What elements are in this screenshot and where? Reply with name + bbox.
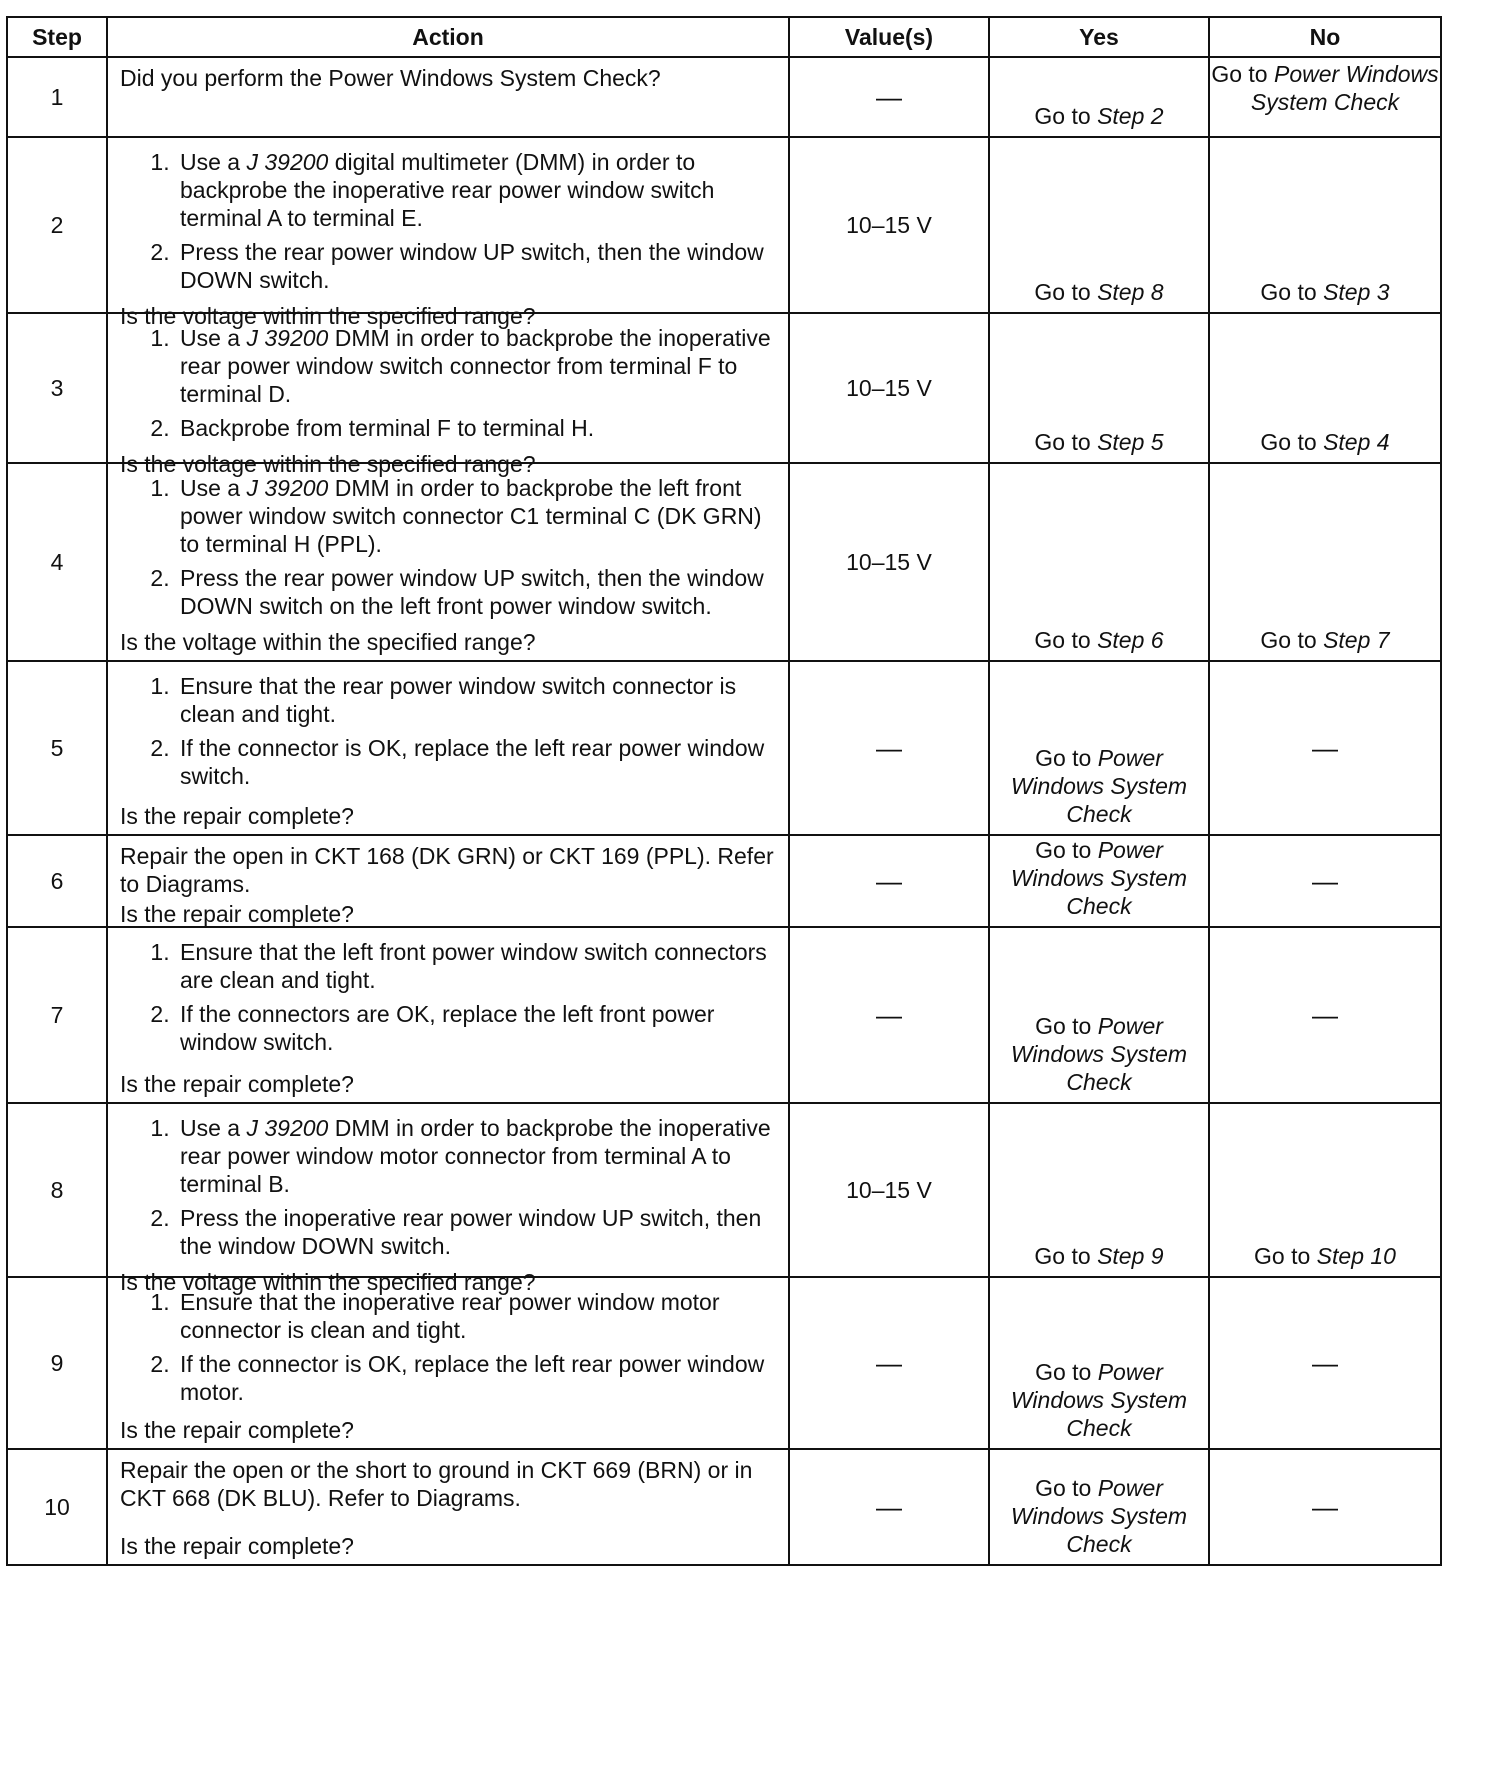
yes-cell[interactable] bbox=[989, 927, 1209, 1103]
action-question: Is the voltage within the specified range? bbox=[120, 451, 536, 477]
action-step-item bbox=[176, 938, 778, 994]
yes-cell[interactable] bbox=[989, 1103, 1209, 1277]
no-goto-link bbox=[1210, 734, 1440, 763]
no-goto-link bbox=[1210, 1001, 1440, 1030]
table-row bbox=[7, 1277, 1441, 1449]
table-row bbox=[7, 1449, 1441, 1565]
yes-cell[interactable] bbox=[989, 463, 1209, 661]
goto-prefix: Go to bbox=[1260, 279, 1317, 305]
no-cell[interactable] bbox=[1209, 463, 1441, 661]
value-cell bbox=[789, 57, 989, 137]
action-step-text: Ensure that the rear power window switch connector is clean and tight. bbox=[180, 673, 737, 727]
yes-goto-link[interactable] bbox=[990, 102, 1208, 130]
value-cell bbox=[789, 835, 989, 927]
action-step-text: DMM in order to backprobe the inoperative rear power window motor connector from terminal A to terminal B. bbox=[180, 1115, 771, 1197]
action-step-item bbox=[176, 474, 778, 558]
goto-target: Step 5 bbox=[1097, 429, 1164, 455]
tool-number: J 39200 bbox=[246, 1115, 329, 1141]
action-cell bbox=[107, 463, 789, 661]
header-no: No bbox=[1209, 17, 1441, 57]
action-cell bbox=[107, 1277, 789, 1449]
goto-prefix: Go to bbox=[1034, 279, 1091, 305]
value-cell bbox=[789, 137, 989, 313]
action-step-item bbox=[176, 734, 778, 790]
action-question: Is the voltage within the specified range? bbox=[120, 1269, 536, 1295]
no-goto-link bbox=[1210, 1493, 1440, 1522]
value-text: — bbox=[876, 865, 902, 896]
action-step-text: Backprobe from terminal F to terminal H. bbox=[180, 415, 595, 441]
no-cell bbox=[1209, 1277, 1441, 1449]
value-cell bbox=[789, 1103, 989, 1277]
goto-target: Step 7 bbox=[1323, 627, 1390, 653]
action-step-item bbox=[176, 1114, 778, 1198]
no-cell bbox=[1209, 1449, 1441, 1565]
goto-prefix: Go to bbox=[1260, 627, 1317, 653]
action-step-text: If the connector is OK, replace the left rear power window switch. bbox=[180, 735, 765, 789]
value-text: 10–15 V bbox=[846, 1177, 932, 1203]
goto-prefix: Go to bbox=[1034, 103, 1091, 129]
yes-cell[interactable] bbox=[989, 835, 1209, 927]
goto-prefix: Go to bbox=[1211, 61, 1268, 87]
value-cell bbox=[789, 1277, 989, 1449]
spacer bbox=[120, 92, 778, 132]
action-content bbox=[120, 144, 778, 329]
no-action-dash: — bbox=[1312, 999, 1338, 1030]
action-question: Is the repair complete? bbox=[120, 1071, 354, 1097]
value-text: 10–15 V bbox=[846, 549, 932, 575]
table-row bbox=[7, 927, 1441, 1103]
header-yes: Yes bbox=[989, 17, 1209, 57]
no-action-dash: — bbox=[1312, 865, 1338, 896]
step-number: 5 bbox=[7, 661, 107, 835]
table-row bbox=[7, 313, 1441, 463]
action-step-item bbox=[176, 1288, 778, 1344]
yes-cell[interactable] bbox=[989, 1277, 1209, 1449]
action-step-item bbox=[176, 1350, 778, 1406]
no-cell bbox=[1209, 927, 1441, 1103]
action-step-text: DMM in order to backprobe the left front power window switch connector C1 terminal C (DK GRN) to terminal H (PPL). bbox=[180, 475, 762, 557]
action-question: Is the repair complete? bbox=[120, 803, 354, 829]
goto-prefix: Go to bbox=[1035, 745, 1092, 771]
action-steps-list bbox=[120, 938, 778, 1062]
action-cell bbox=[107, 137, 789, 329]
goto-prefix: Go to bbox=[1034, 1243, 1091, 1269]
goto-target: Power Windows System Check bbox=[1010, 1359, 1188, 1441]
goto-target: Step 10 bbox=[1316, 1243, 1396, 1269]
goto-target: Step 9 bbox=[1097, 1243, 1164, 1269]
value-cell bbox=[789, 463, 989, 661]
step-number: 8 bbox=[7, 1103, 107, 1277]
goto-target: Step 3 bbox=[1323, 279, 1390, 305]
action-step-text: Use a bbox=[180, 1115, 247, 1141]
action-step-item bbox=[176, 564, 778, 620]
yes-cell[interactable] bbox=[989, 1449, 1209, 1565]
header-values: Value(s) bbox=[789, 17, 989, 57]
value-text: 10–15 V bbox=[846, 212, 932, 238]
action-question: Is the voltage within the specified range? bbox=[120, 629, 536, 655]
action-cell bbox=[107, 1449, 789, 1565]
yes-cell[interactable] bbox=[989, 57, 1209, 137]
action-content bbox=[120, 320, 778, 477]
goto-target: Step 6 bbox=[1097, 627, 1164, 653]
yes-goto-link[interactable] bbox=[990, 744, 1208, 828]
action-cell bbox=[107, 927, 789, 1103]
goto-target: Power Windows System Check bbox=[1010, 745, 1188, 827]
value-cell bbox=[789, 313, 989, 463]
spacer bbox=[120, 1412, 778, 1414]
table-row bbox=[7, 57, 1441, 137]
yes-goto-link[interactable] bbox=[990, 1474, 1208, 1558]
action-steps-list bbox=[120, 474, 778, 626]
action-step-text: If the connectors are OK, replace the left front power window switch. bbox=[180, 1001, 715, 1055]
action-content bbox=[120, 842, 778, 927]
action-step-item bbox=[176, 1000, 778, 1056]
tool-number: J 39200 bbox=[246, 325, 329, 351]
yes-goto-link[interactable] bbox=[990, 1012, 1208, 1096]
goto-target: Step 2 bbox=[1097, 103, 1164, 129]
no-goto-link[interactable] bbox=[1210, 626, 1440, 654]
step-number: 10 bbox=[7, 1449, 107, 1565]
tool-number: J 39200 bbox=[246, 475, 329, 501]
yes-goto-link[interactable] bbox=[990, 1242, 1208, 1270]
action-content bbox=[120, 1284, 778, 1444]
no-action-dash: — bbox=[1312, 732, 1338, 763]
action-step-item bbox=[176, 324, 778, 408]
action-question: Is the repair complete? bbox=[120, 1533, 354, 1559]
goto-prefix: Go to bbox=[1035, 1359, 1092, 1385]
action-cell bbox=[107, 313, 789, 477]
action-content bbox=[120, 1456, 778, 1560]
no-cell bbox=[1209, 835, 1441, 927]
goto-prefix: Go to bbox=[1260, 429, 1317, 455]
action-step-text: Ensure that the left front power window switch connectors are clean and tight. bbox=[180, 939, 767, 993]
table-body bbox=[7, 57, 1441, 1565]
action-steps-list bbox=[120, 1114, 778, 1266]
goto-target: Power Windows System Check bbox=[1250, 61, 1439, 115]
step-number: 2 bbox=[7, 137, 107, 313]
no-action-dash: — bbox=[1312, 1347, 1338, 1378]
action-steps-list bbox=[120, 148, 778, 300]
value-text: — bbox=[876, 732, 902, 763]
spacer bbox=[120, 1512, 778, 1530]
action-content bbox=[120, 1110, 778, 1295]
action-step-text: Use a bbox=[180, 325, 247, 351]
spacer bbox=[120, 1062, 778, 1068]
no-cell[interactable] bbox=[1209, 57, 1441, 137]
action-cell bbox=[107, 1103, 789, 1295]
step-number: 4 bbox=[7, 463, 107, 661]
action-content bbox=[120, 470, 778, 656]
step-number: 7 bbox=[7, 927, 107, 1103]
no-action-dash: — bbox=[1312, 1491, 1338, 1522]
step-number: 3 bbox=[7, 313, 107, 463]
action-cell bbox=[107, 661, 789, 835]
table-row bbox=[7, 661, 1441, 835]
action-question: Is the voltage within the specified range? bbox=[120, 303, 536, 329]
action-steps-list bbox=[120, 324, 778, 448]
value-text: 10–15 V bbox=[846, 375, 932, 401]
action-text: Repair the open or the short to ground in CKT 669 (BRN) or in CKT 668 (DK BLU). Refer to Diagrams. bbox=[120, 1457, 753, 1511]
goto-target: Step 8 bbox=[1097, 279, 1164, 305]
diagnostic-table bbox=[6, 16, 1442, 1566]
action-step-text: Ensure that the inoperative rear power window motor connector is clean and tight. bbox=[180, 1289, 720, 1343]
action-steps-list bbox=[120, 1288, 778, 1412]
goto-prefix: Go to bbox=[1035, 1013, 1092, 1039]
tool-number: J 39200 bbox=[246, 149, 329, 175]
action-cell bbox=[107, 57, 789, 137]
goto-target: Step 4 bbox=[1323, 429, 1390, 455]
value-text: — bbox=[876, 1491, 902, 1522]
table-row bbox=[7, 835, 1441, 927]
no-cell bbox=[1209, 661, 1441, 835]
yes-cell[interactable] bbox=[989, 137, 1209, 313]
action-step-item bbox=[176, 414, 778, 442]
action-step-text: DMM in order to backprobe the inoperative rear power window switch connector from terminal F to terminal D. bbox=[180, 325, 771, 407]
action-content bbox=[120, 668, 778, 830]
yes-goto-link[interactable] bbox=[990, 428, 1208, 456]
step-number: 1 bbox=[7, 57, 107, 137]
no-goto-link[interactable] bbox=[1210, 60, 1440, 116]
value-text: — bbox=[876, 81, 902, 112]
action-text: Did you perform the Power Windows System Check? bbox=[120, 65, 661, 91]
action-text: Repair the open in CKT 168 (DK GRN) or CKT 169 (PPL). Refer to Diagrams. bbox=[120, 843, 774, 897]
no-goto-link bbox=[1210, 1349, 1440, 1378]
action-step-text: Press the inoperative rear power window UP switch, then the window DOWN switch. bbox=[180, 1205, 762, 1259]
yes-goto-link[interactable] bbox=[990, 626, 1208, 654]
header-step: Step bbox=[7, 17, 107, 57]
no-goto-link[interactable] bbox=[1210, 278, 1440, 306]
no-goto-link[interactable] bbox=[1210, 1242, 1440, 1270]
step-number: 9 bbox=[7, 1277, 107, 1449]
yes-goto-link[interactable] bbox=[990, 1358, 1208, 1442]
yes-goto-link[interactable] bbox=[990, 836, 1208, 920]
yes-cell[interactable] bbox=[989, 313, 1209, 463]
value-cell bbox=[789, 927, 989, 1103]
value-cell bbox=[789, 1449, 989, 1565]
action-steps-list bbox=[120, 672, 778, 796]
action-cell bbox=[107, 835, 789, 927]
no-cell[interactable] bbox=[1209, 1103, 1441, 1277]
action-content bbox=[120, 934, 778, 1098]
action-question: Is the repair complete? bbox=[120, 1417, 354, 1443]
goto-prefix: Go to bbox=[1035, 837, 1092, 863]
action-step-text: If the connector is OK, replace the left rear power window motor. bbox=[180, 1351, 765, 1405]
goto-prefix: Go to bbox=[1035, 1475, 1092, 1501]
goto-target: Power Windows System Check bbox=[1010, 1013, 1188, 1095]
value-text: — bbox=[876, 1347, 902, 1378]
action-content bbox=[120, 64, 778, 132]
action-step-item bbox=[176, 1204, 778, 1260]
spacer bbox=[120, 796, 778, 800]
action-step-text: Press the rear power window UP switch, then the window DOWN switch. bbox=[180, 239, 764, 293]
action-step-text: Press the rear power window UP switch, then the window DOWN switch on the left front power window switch. bbox=[180, 565, 764, 619]
table-header-row bbox=[7, 17, 1441, 57]
action-step-item bbox=[176, 238, 778, 294]
action-question: Is the repair complete? bbox=[120, 901, 354, 927]
header-action: Action bbox=[107, 17, 789, 57]
goto-target: Power Windows System Check bbox=[1010, 837, 1188, 919]
yes-cell[interactable] bbox=[989, 661, 1209, 835]
action-step-text: Use a bbox=[180, 149, 247, 175]
step-number: 6 bbox=[7, 835, 107, 927]
yes-goto-link[interactable] bbox=[990, 278, 1208, 306]
action-step-text: digital multimeter (DMM) in order to backprobe the inoperative rear power window switch terminal A to terminal E. bbox=[180, 149, 715, 231]
goto-prefix: Go to bbox=[1034, 429, 1091, 455]
table-row bbox=[7, 1103, 1441, 1277]
diagnostic-table-sheet bbox=[6, 16, 1440, 1566]
value-cell bbox=[789, 661, 989, 835]
no-goto-link[interactable] bbox=[1210, 428, 1440, 456]
action-step-item bbox=[176, 148, 778, 232]
action-step-item bbox=[176, 672, 778, 728]
goto-prefix: Go to bbox=[1254, 1243, 1311, 1269]
table-row bbox=[7, 463, 1441, 661]
goto-prefix: Go to bbox=[1034, 627, 1091, 653]
value-text: — bbox=[876, 999, 902, 1030]
no-cell[interactable] bbox=[1209, 313, 1441, 463]
no-goto-link bbox=[1210, 867, 1440, 896]
no-cell[interactable] bbox=[1209, 137, 1441, 313]
action-step-text: Use a bbox=[180, 475, 247, 501]
goto-target: Power Windows System Check bbox=[1010, 1475, 1188, 1557]
table-row bbox=[7, 137, 1441, 313]
